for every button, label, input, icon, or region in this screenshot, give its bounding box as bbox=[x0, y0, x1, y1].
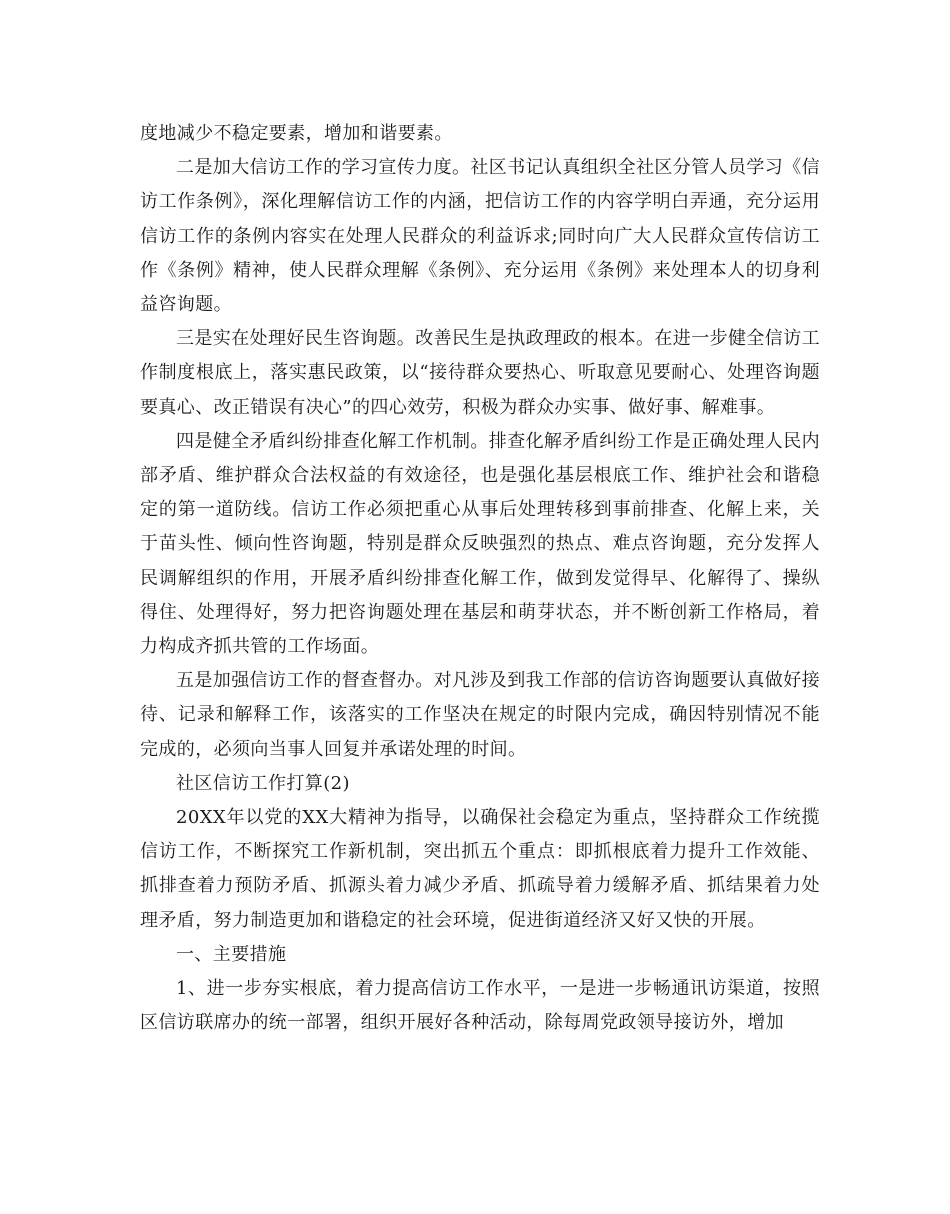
paragraph-point-five: 五是加强信访工作的督查督办。对凡涉及到我工作部的信访咨询题要认真做好接待、记录和解释工作，该落实的工作坚决在规定的时限内完成，确因特别情况不能完成的，必须向当事人回复并承诺处理的时间。 bbox=[140, 670, 820, 760]
paragraph-point-three: 三是实在处理好民生咨询题。改善民生是执政理政的根本。在进一步健全信访工作制度根底上，落实惠民政策，以“接待群众要热心、听取意见要耐心、处理咨询题要真心、改正错误有决心”的四心效劳，积极为群众办实事、做好事、解难事。 bbox=[140, 328, 820, 418]
paragraph-point-two: 二是加大信访工作的学习宣传力度。社区书记认真组织全社区分管人员学习《信访工作条例》，深化理解信访工作的内涵，把信访工作的内容学明白弄通，充分运用信访工作的条例内容实在处理人民群众的利益诉求;同时向广大人民群众宣传信访工作《条例》精神，使人民群众理解《条例》、充分运用《条例》来处理本人的切身利益咨询题。 bbox=[140, 157, 820, 316]
document-body bbox=[140, 117, 820, 1040]
section-heading: 社区信访工作打算(2) bbox=[176, 772, 350, 794]
subheading-main-measures: 一、主要措施 bbox=[176, 943, 287, 965]
paragraph-point-four: 四是健全矛盾纠纷排查化解工作机制。排查化解矛盾纠纷工作是正确处理人民内部矛盾、维护群众合法权益的有效途径，也是强化基层根底工作、维护社会和谐稳定的第一道防线。信访工作必须把重心从事后处理转移到事前排查、化解上来，关于苗头性、倾向性咨询题，特别是群众反映强烈的热点、难点咨询题，充分发挥人民调解组织的作用，开展矛盾纠纷排查化解工作，做到发觉得早、化解得了、操纵得住、处理得好，努力把咨询题处理在基层和萌芽状态，并不断创新工作格局，着力构成齐抓共管的工作场面。 bbox=[140, 430, 820, 658]
paragraph-measure-one: 1、进一步夯实根底，着力提高信访工作水平，一是进一步畅通讯访渠道，按照区信访联席办的统一部署，组织开展好各种活动，除每周党政领导接访外，增加 bbox=[140, 978, 820, 1034]
paragraph-intro: 20XX年以党的XX大精神为指导，以确保社会稳定为重点，坚持群众工作统揽信访工作，不断探究工作新机制，突出抓五个重点：即抓根底着力提升工作效能、抓排查着力预防矛盾、抓源头着力减少矛盾、抓疏导着力缓解矛盾、抓结果着力处理矛盾，努力制造更加和谐稳定的社会环境，促进街道经济又好又快的开展。 bbox=[140, 807, 820, 931]
paragraph-continuation: 度地减少不稳定要素，增加和谐要素。 bbox=[140, 123, 453, 144]
